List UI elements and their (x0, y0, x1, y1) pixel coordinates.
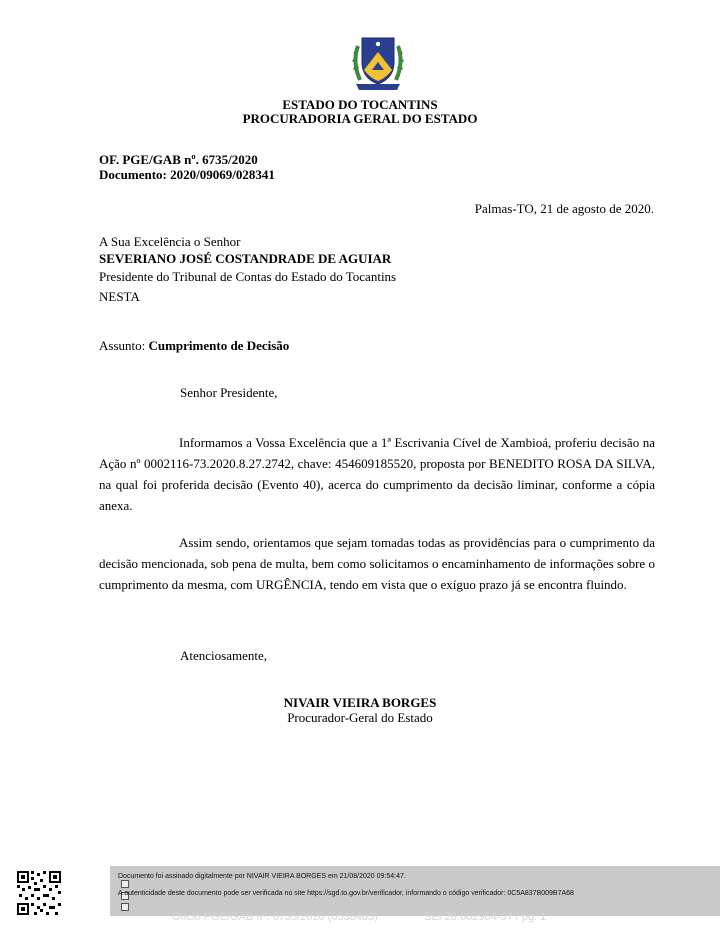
signature-stamp-icon (121, 880, 129, 888)
documento-number: Documento: 2020/09069/028341 (99, 167, 275, 182)
signatory-title: Procurador-Geral do Estado (287, 710, 433, 725)
qr-code (17, 871, 61, 915)
oficio-number: OF. PGE/GAB nº. 6735/2020 (99, 152, 258, 167)
body-paragraph-2: Assim sendo, orientamos que sejam tomadas todas as providências para o cumprimento da decisão mencionada, sob pena de multa, bem como solicitamos o encaminhamento de informações sobre o cumprimento da mesma, com URGÊNCIA, tendo em vista que o exíguo prazo já se encontra fluindo. (99, 535, 655, 592)
header-agency: PROCURADORIA GERAL DO ESTADO (242, 111, 478, 126)
state-coat-of-arms (350, 32, 406, 94)
subject-line (99, 338, 289, 354)
coat-of-arms-icon (350, 32, 406, 94)
recipient-role: Presidente do Tribunal de Contas do Estado do Tocantins (99, 269, 397, 284)
footer-authenticity-line: A autenticidade deste documento pode ser verificada no site https://sgd.to.gov.br/verificador, informando o código verificador: 0C5A837B009B7A68 (118, 890, 574, 897)
qr-code-icon (17, 871, 61, 915)
footer-page-ref-right: SEI 28.002964-37 / pg. 1 (424, 911, 547, 923)
subject-value: Cumprimento de Decisão (148, 338, 290, 353)
body-paragraph-1: Informamos a Vossa Excelência que a 1ª Escrivania Cível de Xambioá, proferiu decisão na Ação nº 0002116-73.2020.8.27.2742, chave: 454609185520, proposta por BENEDITO ROSA DA SILVA, na qual foi proferida decisão (Evento 40), acerca do cumprimento da decisão liminar, conforme a cópia anexa. (99, 435, 655, 513)
date-line: Palmas-TO, 21 de agosto de 2020. (474, 201, 654, 216)
footer-page-ref-left: Ofício PGE/GAB nº. 6735/2020 (0538483) (172, 911, 378, 923)
subject-label: Assunto: (99, 338, 149, 353)
footer-signed-line: Documento foi assinado digitalmente por NIVAIR VIEIRA BORGES em 21/08/2020 09:54:47. (118, 873, 406, 880)
recipient-name: SEVERIANO JOSÉ COSTANDRADE DE AGUIAR (99, 251, 392, 266)
recipient-salutation: A Sua Excelência o Senhor (99, 234, 241, 249)
recipient-location: NESTA (99, 289, 140, 304)
header-state: ESTADO DO TOCANTINS (282, 97, 438, 112)
signatory-name: NIVAIR VIEIRA BORGES (283, 695, 437, 710)
signature-stamp-icon (121, 903, 129, 911)
closing: Atenciosamente, (180, 648, 267, 663)
greeting: Senhor Presidente, (180, 385, 278, 400)
